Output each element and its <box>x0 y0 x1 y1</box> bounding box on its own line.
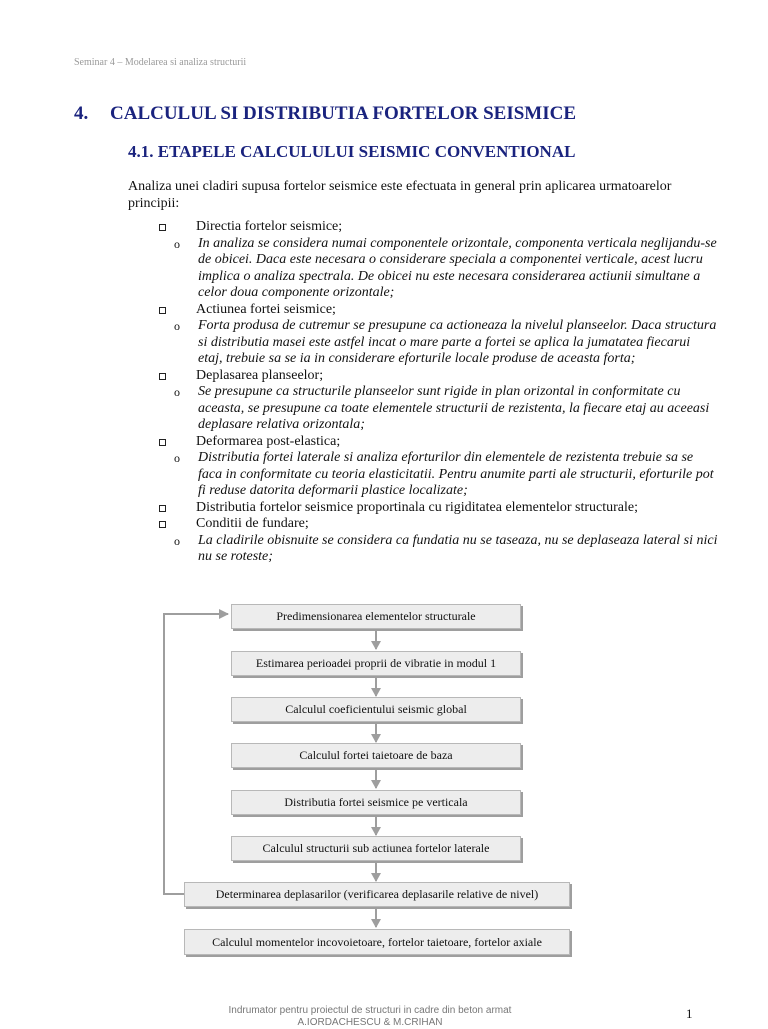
principle-detail-text: La cladirile obisnuite se considera ca fundatia nu se taseaza, nu se deplaseaza lateral si nici nu se roteste; <box>198 532 718 564</box>
principle-label: Directia fortelor seismice; <box>196 219 343 234</box>
principle-detail-text: In analiza se considera numai componentele orizontale, componenta verticala neglijandu-se de obicei. Daca este necesara o considerare speciala a componentei verticale, acest lucru implica o analiza spectrala. De obicei nu este necesara considerarea actiunii simultane a celor doua componente orizontale; <box>198 235 717 300</box>
flowchart-step: Calculul coeficientului seismic global <box>231 697 521 722</box>
principle-detail-text: Distributia fortei laterale si analiza eforturilor din elementele de rezistenta trebuie sa se faca in conformitate cu teoria elasticitatii. Pentru anumite parti ale structurii, eforturile pot fi reduse datorita deformarii plastice localizate; <box>198 450 714 498</box>
flowchart-step: Distributia fortei seismice pe verticala <box>231 790 521 815</box>
flowchart-step: Predimensionarea elementelor structurale <box>231 604 521 629</box>
section-title: CALCULUL SI DISTRIBUTIA FORTELOR SEISMICE <box>110 103 577 124</box>
running-header: Seminar 4 – Modelarea si analiza structurii <box>74 57 247 68</box>
flowchart-step: Calculul fortei taietoare de baza <box>231 743 521 768</box>
intro-paragraph: Analiza unei cladiri supusa fortelor seismice este efectuata in general prin aplicarea urmatoarelor principii: <box>128 179 672 211</box>
principle-label: Deplasarea planseelor; <box>196 367 324 383</box>
footer-line-2: A.IORDACHESCU & M.CRIHAN <box>297 1017 443 1028</box>
principle-label: Deformarea post-elastica; <box>196 433 341 449</box>
subsection-heading: 4.1. ETAPELE CALCULULUI SEISMIC CONVENTIONAL <box>128 142 576 161</box>
circle-bullet-icon: o <box>174 533 180 548</box>
circle-bullet-icon: o <box>174 236 180 251</box>
page-footer <box>140 1005 600 1029</box>
footer-line-1: Indrumator pentru proiectul de structuri in cadre din beton armat <box>228 1005 512 1016</box>
principle-label: Distributia fortelor seismice proportinala cu rigiditatea elementelor structurale; <box>196 499 639 515</box>
flowchart-step: Determinarea deplasarilor (verificarea deplasarile relative de nivel) <box>184 882 570 907</box>
flowchart-step: Calculul momentelor incovoietoare, fortelor taietoare, fortelor axiale <box>184 929 570 955</box>
circle-bullet-icon: o <box>174 319 180 333</box>
circle-bullet-icon: o <box>174 385 180 399</box>
page-number: 1 <box>686 1006 693 1021</box>
section-number: 4. <box>74 103 89 124</box>
feedback-loop-arrow <box>164 614 228 894</box>
principle-detail-text: Forta produsa de cutremur se presupune ca actioneaza la nivelul planseelor. Daca structura si distributia masei este astfel incat o mare parte a fortei se aplica la jumatatea fiecarui etaj, trebuie sa se ia in considerare eforturile locale produse de aceasta forta; <box>198 318 717 366</box>
principle-detail-text: Se presupune ca structurile planseelor sunt rigide in plan orizontal in conformitate cu aceasta, se presupune ca toate elementele structurii de rezistenta, la fiecare etaj au aceeasi deplasare relativa orizontala; <box>198 384 710 432</box>
flowchart-step: Estimarea perioadei proprii de vibratie in modul 1 <box>231 651 521 676</box>
circle-bullet-icon: o <box>174 451 180 465</box>
flowchart-step: Calculul structurii sub actiunea fortelor laterale <box>231 836 521 861</box>
principle-label: Conditii de fundare; <box>196 516 309 531</box>
principle-label: Actiunea fortei seismice; <box>196 301 336 317</box>
